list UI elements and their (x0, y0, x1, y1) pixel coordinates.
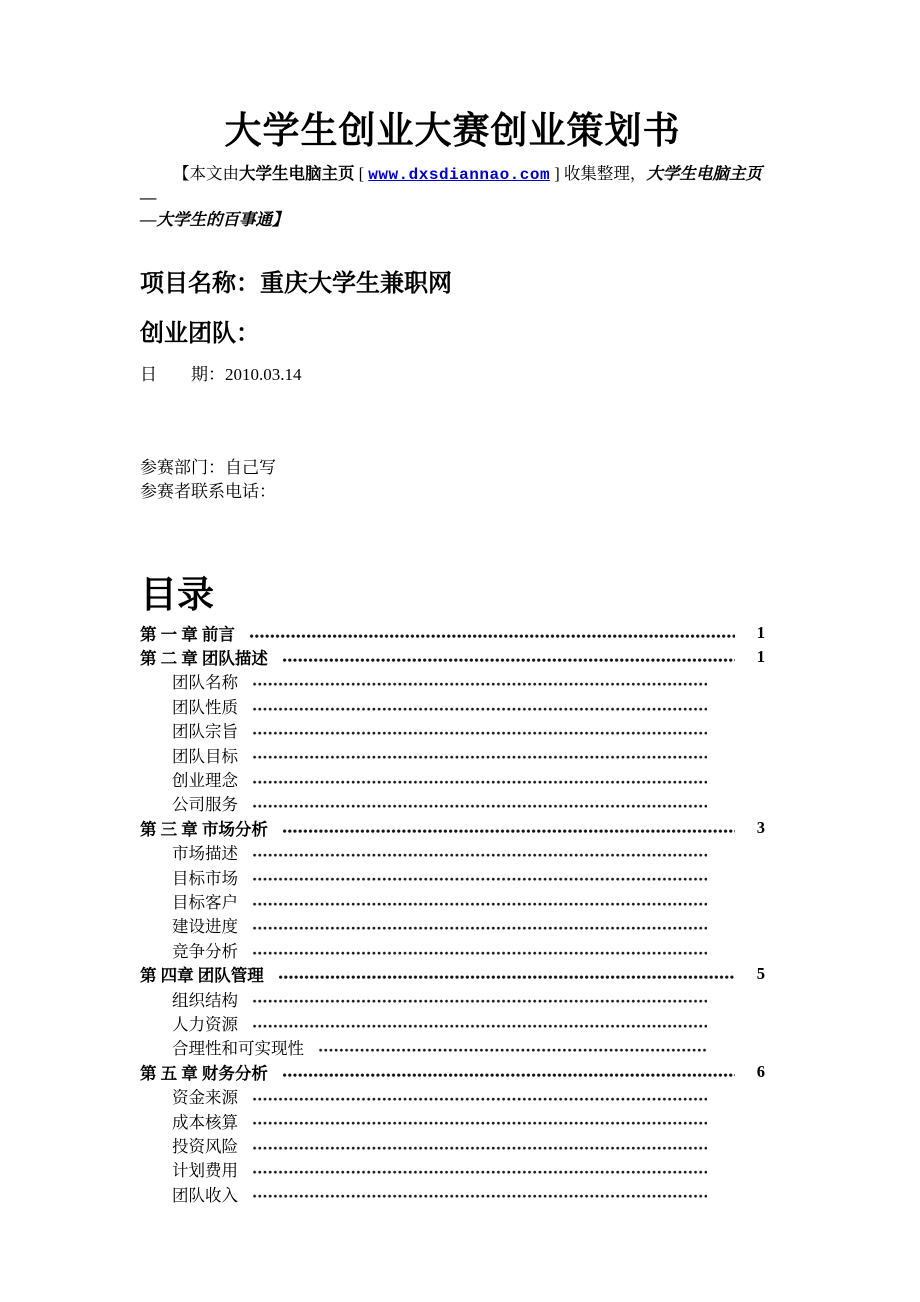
toc-row (140, 767, 765, 791)
toc-dot-leader (252, 1084, 707, 1108)
toc-row (140, 1133, 765, 1157)
toc-entry-label: 计划费用 (172, 1161, 238, 1181)
toc-dot-leader (252, 986, 707, 1010)
toc-page-number: 3 (756, 817, 765, 837)
toc-row (140, 742, 765, 766)
toc-dot-leader (252, 1011, 707, 1035)
toc-dot-leader (252, 791, 707, 815)
project-name-heading: 项目名称：重庆大学生兼职网 (140, 270, 452, 297)
toc-row (140, 913, 765, 937)
toc-row (140, 1157, 765, 1181)
toc-page-number: 5 (756, 964, 765, 984)
toc-entry-label: 第 四章 团队管理 (140, 966, 264, 986)
source-note (140, 163, 765, 232)
toc-dot-leader (252, 718, 707, 742)
toc-row (140, 718, 765, 742)
toc-entry-label: 资金来源 (172, 1088, 238, 1108)
toc-row (140, 645, 765, 669)
toc-row (140, 816, 765, 840)
toc-dot-leader (252, 889, 707, 913)
toc-row (140, 694, 765, 718)
toc-entry-label: 第 五 章 财务分析 (140, 1063, 268, 1083)
toc-dot-leader (252, 1157, 707, 1181)
source-note-suffix: 收集整理， (563, 164, 647, 183)
toc-row (140, 1060, 765, 1084)
toc-heading: 目录 (140, 574, 214, 616)
toc-row (140, 1011, 765, 1035)
toc-entry-label: 团队宗旨 (172, 722, 238, 742)
toc-dot-leader (282, 1060, 735, 1084)
toc-dot-leader (252, 840, 707, 864)
toc-dot-leader (318, 1035, 707, 1059)
source-note-bracket-open: [ (354, 164, 369, 183)
toc-entry-label: 创业理念 (172, 771, 238, 791)
toc-row (140, 986, 765, 1010)
toc-page-number: 6 (756, 1061, 765, 1081)
source-note-url-link[interactable]: www.dxsdiannao.com (368, 166, 551, 184)
source-note-tagline-line2: —大学生的百事通】 (140, 210, 289, 229)
toc-dot-leader (252, 938, 707, 962)
toc-dot-leader (282, 645, 735, 669)
document-content (0, 108, 920, 1206)
toc-entry-label: 目标客户 (172, 892, 238, 912)
toc-entry-label: 团队收入 (172, 1185, 238, 1205)
toc-page-number: 1 (756, 622, 765, 642)
toc-entry-label: 合理性和可实现性 (172, 1039, 304, 1059)
toc-dot-leader (252, 913, 707, 937)
toc-row (140, 621, 765, 645)
source-note-prefix: 【本文由 (173, 164, 239, 183)
source-note-tagline-line1: 大学生电脑主页— (140, 164, 762, 207)
toc-entry-label: 目标市场 (172, 868, 238, 888)
toc-entry-label: 第 二 章 团队描述 (140, 649, 268, 669)
toc-dot-leader (252, 1133, 707, 1157)
toc-entry-label: 团队目标 (172, 746, 238, 766)
toc-entry-label: 第 三 章 市场分析 (140, 819, 268, 839)
toc-row (140, 840, 765, 864)
contest-info-block (140, 456, 765, 504)
toc-dot-leader (252, 742, 707, 766)
toc-dot-leader (252, 1181, 707, 1205)
contact-line: 参赛者联系电话： (140, 481, 276, 501)
toc-dot-leader (252, 694, 707, 718)
toc-row (140, 791, 765, 815)
source-note-bracket-close: ] (550, 164, 564, 183)
toc-dot-leader (278, 962, 735, 986)
toc-entry-label: 第 一 章 前言 (140, 624, 235, 644)
department-line: 参赛部门：自己写 (140, 457, 276, 477)
toc-dot-leader (252, 1108, 707, 1132)
date-line: 日 期：2010.03.14 (140, 364, 302, 384)
toc-list (140, 621, 765, 1206)
toc-row (140, 1181, 765, 1205)
toc-entry-label: 成本核算 (172, 1112, 238, 1132)
toc-entry-label: 公司服务 (172, 795, 238, 815)
toc-row (140, 962, 765, 986)
toc-entry-label: 团队名称 (172, 673, 238, 693)
source-note-site-name: 大学生电脑主页 (239, 164, 355, 183)
toc-page-number: 1 (756, 647, 765, 667)
toc-entry-label: 组织结构 (172, 990, 238, 1010)
toc-row (140, 1035, 765, 1059)
toc-entry-label: 团队性质 (172, 697, 238, 717)
toc-row (140, 1108, 765, 1132)
toc-dot-leader (282, 816, 735, 840)
document-title: 大学生创业大赛创业策划书 (224, 111, 681, 152)
toc-dot-leader (252, 669, 707, 693)
toc-row (140, 889, 765, 913)
toc-entry-label: 市场描述 (172, 844, 238, 864)
toc-row (140, 669, 765, 693)
toc-entry-label: 人力资源 (172, 1014, 238, 1034)
toc-row (140, 864, 765, 888)
toc-entry-label: 竞争分析 (172, 941, 238, 961)
toc-row (140, 1084, 765, 1108)
toc-dot-leader (252, 767, 707, 791)
toc-row (140, 938, 765, 962)
toc-dot-leader (252, 864, 707, 888)
toc-entry-label: 建设进度 (172, 917, 238, 937)
toc-dot-leader (249, 621, 735, 645)
toc-entry-label: 投资风险 (172, 1136, 238, 1156)
team-heading: 创业团队： (140, 320, 260, 347)
